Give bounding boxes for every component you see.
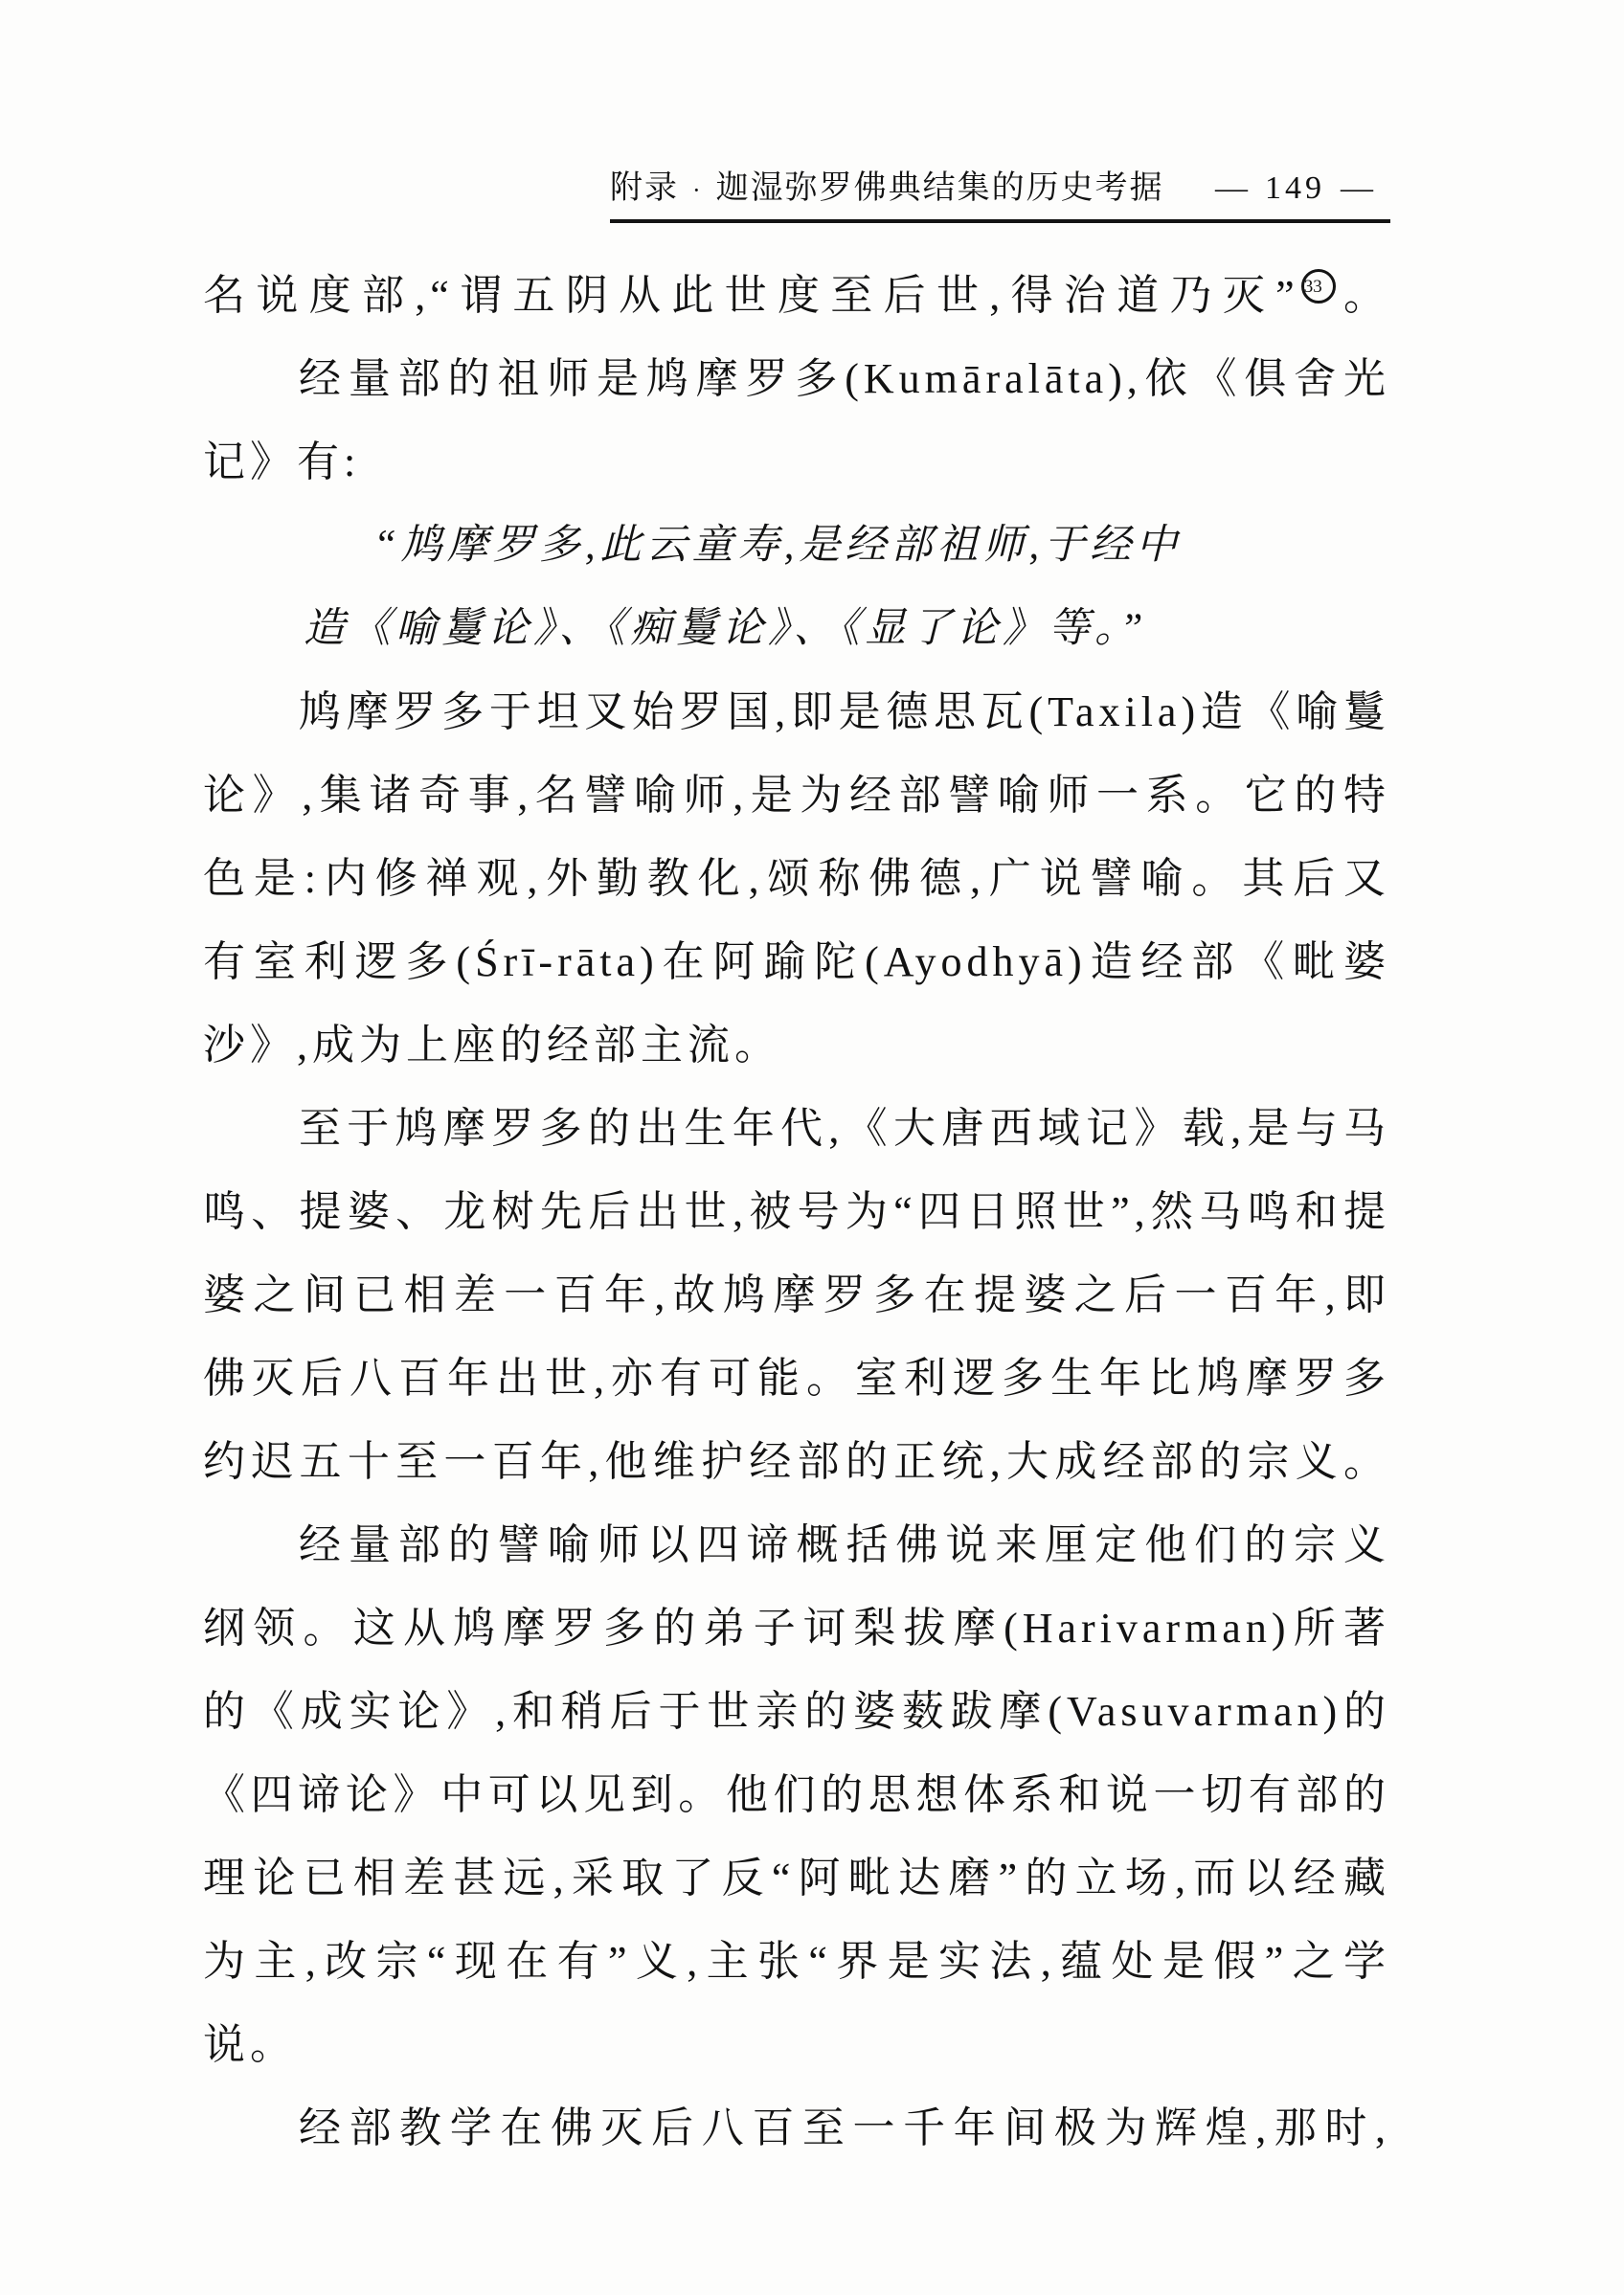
text-line-content: 约迟五十至一百年,他维护经部的正统,大成经部的宗义。 (203, 1438, 1390, 1485)
text-line (203, 837, 1390, 920)
text-line (203, 1836, 1390, 1920)
text-line-content: 《四谛论》中可以见到。他们的思想体系和说一切有部的 (203, 1771, 1390, 1818)
footnote-reference: 33 (1301, 269, 1336, 304)
quote-line (203, 587, 1390, 670)
text-line-content: “鸠摩罗多,此云童寿,是经部祖师,于经中 (373, 523, 1183, 568)
text-line-content: 为主,改宗“现在有”义,主张“界是实法,蕴处是假”之学 (203, 1938, 1390, 1985)
text-line-content: 至于鸠摩罗多的出生年代,《大唐西域记》载,是与马 (299, 1105, 1390, 1152)
body-text (203, 254, 1390, 2170)
text-line (203, 1170, 1390, 1253)
header-page-number-group (1164, 170, 1390, 207)
text-line (203, 420, 1390, 504)
text-line-content: 鸠摩罗多于坦叉始罗国,即是德思瓦(Taxila)造《喻鬘 (299, 688, 1390, 735)
text-line (203, 1003, 1390, 1087)
text-line-content: 婆之间已相差一百年,故鸠摩罗多在提婆之后一百年,即 (203, 1271, 1390, 1318)
text-line (203, 254, 1390, 337)
header-dash-right: — (1341, 170, 1375, 206)
text-line (203, 1753, 1390, 1836)
text-line-segment: 名说度部,“谓五阴从此世度至后世,得治道乃灭” (203, 272, 1299, 319)
text-line-content: 记》有: (203, 439, 361, 485)
text-line-content: 的《成实论》,和稍后于世亲的婆薮跋摩(Vasuvarman)的 (203, 1688, 1390, 1735)
text-line (203, 1503, 1390, 1586)
text-line (203, 920, 1390, 1003)
text-line (203, 1087, 1390, 1170)
text-line-content: 理论已相差甚远,采取了反“阿毗达磨”的立场,而以经藏 (203, 1855, 1390, 1901)
page-header-rule (610, 161, 1390, 223)
text-line (203, 2003, 1390, 2086)
text-line-content: 经量部的祖师是鸠摩罗多(Kumāralāta),依《俱舍光 (299, 355, 1390, 402)
text-line-content: 沙》,成为上座的经部主流。 (203, 1022, 781, 1069)
page-number: 149 (1265, 170, 1325, 206)
text-line (203, 1253, 1390, 1337)
text-line (203, 2086, 1390, 2170)
text-line (203, 754, 1390, 837)
quote-line (203, 504, 1390, 587)
text-line (203, 1420, 1390, 1503)
header-section-label: 附录 (610, 170, 679, 206)
text-line (203, 1670, 1390, 1753)
text-line-content: 经量部的譬喻师以四谛概括佛说来厘定他们的宗义 (299, 1521, 1390, 1568)
text-line-content: 纲领。这从鸠摩罗多的弟子诃梨拔摩(Harivarman)所著 (203, 1605, 1390, 1652)
text-line-content: 造《喻鬘论》、《痴鬘论》、《显了论》等。” (304, 606, 1148, 651)
page-header (610, 161, 1390, 223)
text-line (203, 1337, 1390, 1420)
text-line (203, 1920, 1390, 2003)
text-line-content: 说。 (203, 2021, 297, 2068)
text-line-content: 鸣、提婆、龙树先后出世,被号为“四日照世”,然马鸣和提 (203, 1188, 1390, 1235)
text-line (203, 1586, 1390, 1670)
header-dash-left: — (1215, 170, 1250, 206)
text-line-content: 经部教学在佛灭后八百至一千年间极为辉煌,那时, (299, 2104, 1390, 2151)
text-line-content: 佛灭后八百年出世,亦有可能。室利逻多生年比鸠摩罗多 (203, 1355, 1390, 1402)
header-chapter-title: 迦湿弥罗佛典结集的历史考据 (715, 170, 1164, 206)
text-line-content: 论》,集诸奇事,名譬喻师,是为经部譬喻师一系。它的特 (203, 772, 1390, 819)
text-line (203, 670, 1390, 754)
text-line-content: 色是:内修禅观,外勤教化,颂称佛德,广说譬喻。其后又 (203, 855, 1390, 902)
text-line-content: 有室利逻多(Śrī-rāta)在阿踰陀(Ayodhyā)造经部《毗婆 (203, 938, 1390, 985)
header-separator-dot: · (692, 176, 703, 204)
text-line-segment: 。 (1337, 272, 1391, 319)
text-line (203, 337, 1390, 420)
